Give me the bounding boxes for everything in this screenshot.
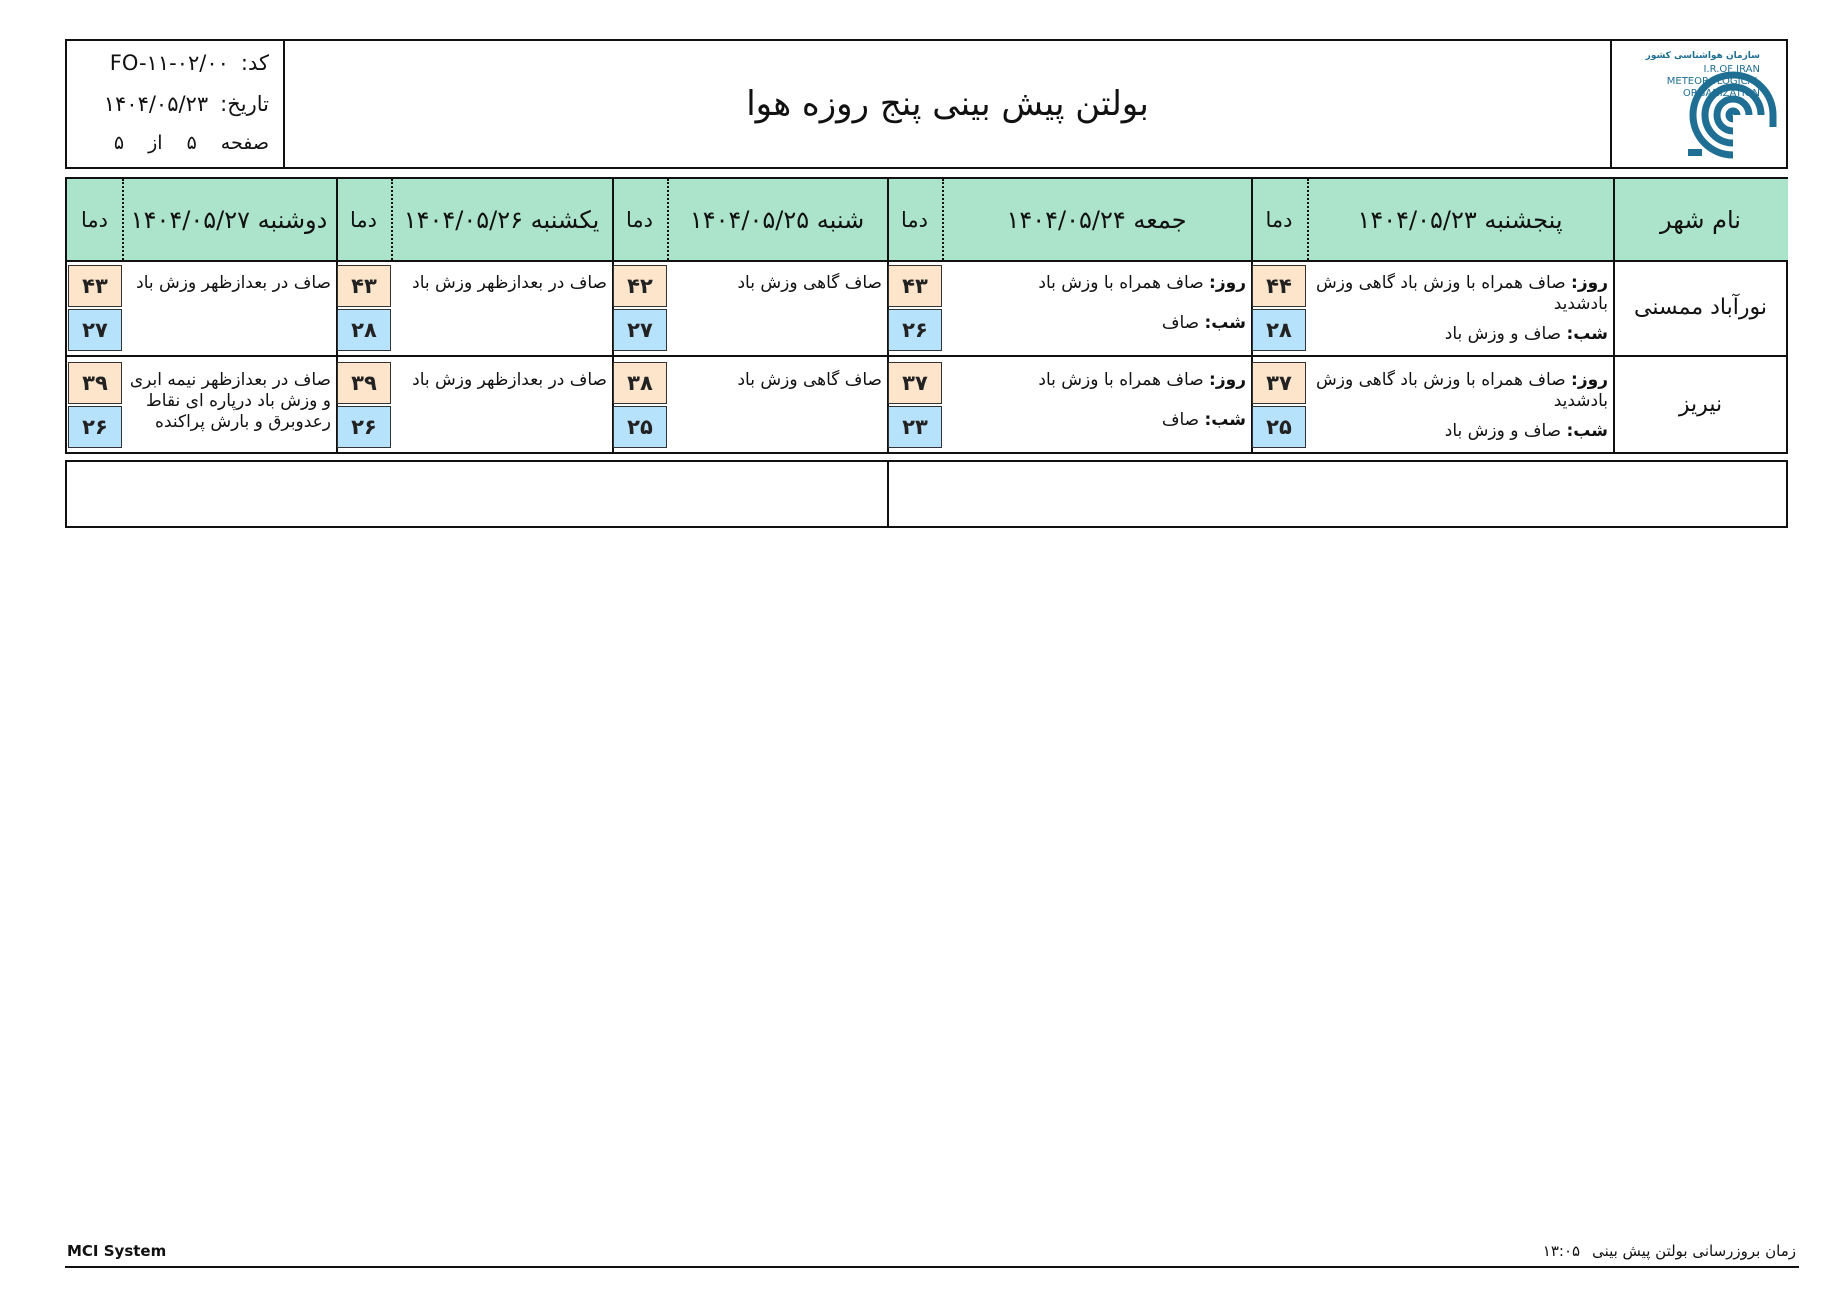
forecast-text: صاف گاهی وزش باد xyxy=(737,370,882,390)
page-number: ۵ xyxy=(186,132,197,154)
day-5-temp-header: دما xyxy=(67,179,122,262)
max-temp: ۳۷ xyxy=(1252,362,1306,404)
row-divider xyxy=(67,355,1786,357)
max-temp: ۴۳ xyxy=(888,265,942,307)
max-temp: ۴۳ xyxy=(68,265,122,307)
logo-text-en-3: ORGANIZATION xyxy=(1682,88,1760,99)
document-info-box xyxy=(67,41,285,167)
update-time-value: ۱۳:۰۵ xyxy=(1542,1242,1581,1260)
day-4-temp-header: دما xyxy=(336,179,391,262)
page-total: ۵ xyxy=(113,132,125,154)
max-temp: ۳۸ xyxy=(613,362,667,404)
min-temp: ۲۵ xyxy=(613,406,667,448)
day-5-header: دوشنبه ۱۴۰۴/۰۵/۲۷ xyxy=(122,179,336,262)
dotted-divider xyxy=(942,179,944,260)
dotted-divider xyxy=(1307,179,1309,260)
date-value: ۱۴۰۴/۰۵/۲۳ xyxy=(103,92,209,116)
forecast-text: صاف در بعدازظهر وزش باد xyxy=(412,370,607,390)
logo-text-fa: سازمان هواشناسی کشور xyxy=(1645,51,1760,61)
update-time-label: زمان بروزرسانی بولتن پیش بینی xyxy=(1592,1242,1796,1260)
forecast-day-text: روز: صاف همراه با وزش باد xyxy=(1038,370,1246,390)
forecast-day-text: روز: صاف همراه با وزش باد گاهی وزش بادشدید xyxy=(1316,273,1608,314)
day-2-header: جمعه ۱۴۰۴/۰۵/۲۴ xyxy=(942,179,1251,262)
page-label: صفحه xyxy=(220,132,269,154)
forecast-text: صاف در بعدازظهر نیمه ابری و وزش باد درپاره ای نقاط رعدوبرق و بارش پراکنده xyxy=(129,370,331,432)
forecast-night-text: شب: صاف xyxy=(1161,410,1246,430)
bulletin-header xyxy=(65,39,1788,169)
forecast-night-text: شب: صاف و وزش باد xyxy=(1444,421,1608,441)
system-name: MCI System xyxy=(67,1242,167,1260)
day-4-header: یکشنبه ۱۴۰۴/۰۵/۲۶ xyxy=(391,179,612,262)
day-1-temp-header: دما xyxy=(1251,179,1307,262)
date-label: تاریخ: xyxy=(220,92,269,116)
code-label: کد: xyxy=(240,51,269,75)
code-value: FO-۱۱-۰۲/۰۰ xyxy=(109,51,229,75)
date-line xyxy=(104,92,269,116)
notes-divider xyxy=(887,462,889,526)
footer-divider xyxy=(65,1266,1799,1268)
update-time-line xyxy=(1543,1242,1796,1260)
max-temp: ۴۲ xyxy=(613,265,667,307)
forecast-day-text: روز: صاف همراه با وزش باد xyxy=(1038,273,1246,293)
code-line xyxy=(110,51,269,75)
max-temp: ۴۳ xyxy=(337,265,391,307)
min-temp: ۲۸ xyxy=(337,309,391,351)
max-temp: ۳۹ xyxy=(68,362,122,404)
forecast-text: صاف گاهی وزش باد xyxy=(737,273,882,293)
max-temp: ۴۴ xyxy=(1252,265,1306,307)
forecast-text: صاف در بعدازظهر وزش باد xyxy=(136,273,331,293)
page-title: بولتن پیش بینی پنج روزه هوا xyxy=(746,84,1149,124)
meteorological-organization-logo xyxy=(1610,41,1786,167)
forecast-table xyxy=(65,177,1788,454)
forecast-night-text: شب: صاف و وزش باد xyxy=(1444,324,1608,344)
min-temp: ۲۶ xyxy=(337,406,391,448)
city-name: نورآباد ممسنی xyxy=(1634,295,1767,320)
min-temp: ۲۸ xyxy=(1252,309,1306,351)
dotted-divider xyxy=(122,179,124,260)
min-temp: ۲۷ xyxy=(68,309,122,351)
dotted-divider xyxy=(391,179,393,260)
min-temp: ۲۵ xyxy=(1252,406,1306,448)
page-line xyxy=(114,132,269,154)
day-3-header: شنبه ۱۴۰۴/۰۵/۲۵ xyxy=(667,179,887,262)
day-3-temp-header: دما xyxy=(612,179,667,262)
city-column-header: نام شهر xyxy=(1613,179,1788,262)
notes-box xyxy=(65,460,1788,528)
logo-text-en-2: METEOROLOGICAL xyxy=(1666,76,1760,87)
page-of-label: از xyxy=(148,132,163,154)
day-2-temp-header: دما xyxy=(887,179,942,262)
logo-text-en-1: I.R.OF IRAN xyxy=(1703,64,1760,75)
min-temp: ۲۶ xyxy=(68,406,122,448)
city-name: نیریز xyxy=(1678,392,1723,417)
forecast-day-text: روز: صاف همراه با وزش باد گاهی وزش بادشدید xyxy=(1316,370,1608,411)
day-1-header: پنجشنبه ۱۴۰۴/۰۵/۲۳ xyxy=(1307,179,1613,262)
min-temp: ۲۷ xyxy=(613,309,667,351)
dotted-divider xyxy=(667,179,669,260)
forecast-night-text: شب: صاف xyxy=(1161,313,1246,333)
forecast-text: صاف در بعدازظهر وزش باد xyxy=(412,273,607,293)
min-temp: ۲۳ xyxy=(888,406,942,448)
max-temp: ۳۹ xyxy=(337,362,391,404)
min-temp: ۲۶ xyxy=(888,309,942,351)
max-temp: ۳۷ xyxy=(888,362,942,404)
